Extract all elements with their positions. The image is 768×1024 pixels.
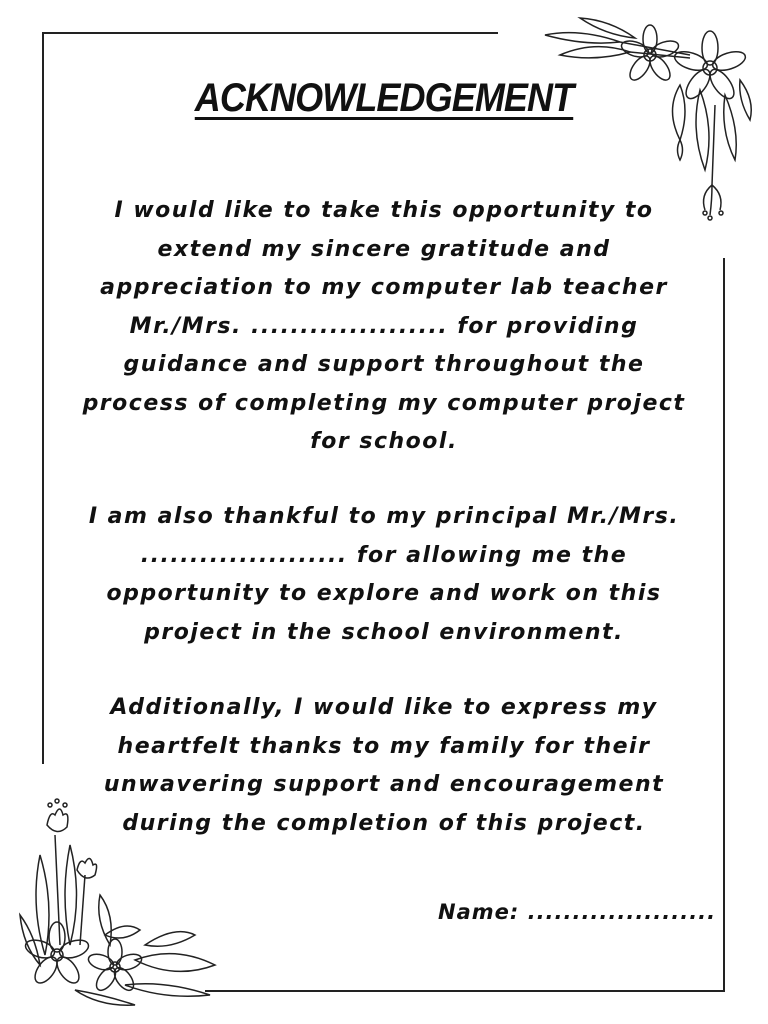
name-label: Name: <box>438 900 520 924</box>
name-placeholder: ..................... <box>527 900 717 924</box>
border-left-line <box>42 32 44 764</box>
name-field <box>438 900 716 924</box>
paragraph-teacher: I would like to take this opportunity to extend my sincere gratitude and appreciation to my computer lab teacher Mr./Mrs. .................... for providing guidance and support throughout the process of completing my computer project for school. <box>82 198 686 454</box>
paragraph-family: Additionally, I would like to express my heartfelt thanks to my family for their unwavering support and encouragement during the completion of this project. <box>103 695 665 836</box>
page-title-text: ACKNOWLEDGEMENT <box>194 76 574 120</box>
border-bottom-line <box>205 990 725 992</box>
border-top-line <box>42 32 498 34</box>
border-right-line <box>723 258 725 992</box>
page-title <box>38 76 729 121</box>
paragraph-principal: I am also thankful to my principal Mr./Mrs. ..................... for allowing me the opportunity to explore and work on this project in the school environment. <box>88 504 680 645</box>
